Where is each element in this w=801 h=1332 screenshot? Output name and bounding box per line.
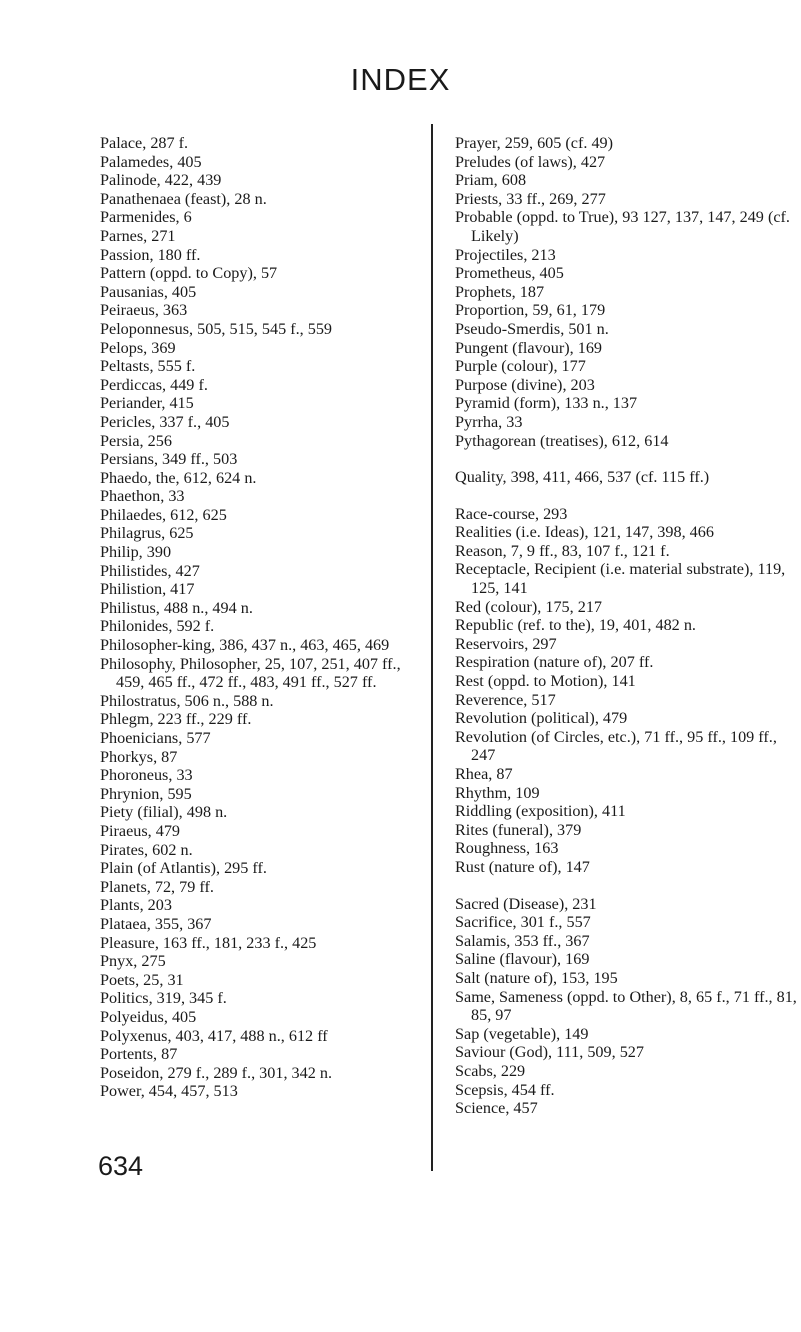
index-entry: Pleasure, 163 ff., 181, 233 f., 425	[100, 933, 317, 952]
index-entry: Parmenides, 6	[100, 208, 192, 227]
index-entry: Prayer, 259, 605 (cf. 49)	[455, 134, 614, 152]
index-entry: Plants, 203	[100, 896, 172, 915]
index-entry: Rest (oppd. to Motion), 141	[455, 672, 636, 691]
index-entry: Palamedes, 405	[100, 152, 202, 171]
index-entry: Phaethon, 33	[100, 487, 185, 506]
index-entry: Plataea, 355, 367	[100, 914, 212, 933]
index-entry: Phaedo, the, 612, 624 n.	[100, 468, 257, 487]
index-column-right	[455, 134, 800, 1118]
index-entry: Republic (ref. to the), 19, 401, 482 n.	[455, 616, 696, 635]
index-entry: Passion, 180 ff.	[100, 245, 201, 264]
index-entry: Rites (funeral), 379	[455, 820, 582, 839]
index-entry: Realities (i.e. Ideas), 121, 147, 398, 466	[455, 523, 714, 542]
index-entry: Salt (nature of), 153, 195	[455, 968, 618, 987]
index-entry: Pelops, 369	[100, 338, 176, 357]
index-entry: Philosopher-king, 386, 437 n., 463, 465, 469	[100, 636, 390, 655]
index-entry: Periander, 415	[100, 394, 194, 413]
index-entry: Red (colour), 175, 217	[455, 597, 603, 616]
index-entry: Pausanias, 405	[100, 282, 197, 301]
index-entry: Pirates, 602 n.	[100, 840, 193, 859]
index-entry: Peltasts, 555 f.	[100, 357, 196, 376]
index-entry: Phlegm, 223 ff., 229 ff.	[100, 710, 252, 729]
index-entry: Planets, 72, 79 ff.	[100, 877, 214, 896]
index-entry: Respiration (nature of), 207 ff.	[455, 653, 654, 672]
section-gap	[455, 487, 800, 505]
index-entry: Philonides, 592 f.	[100, 617, 215, 636]
index-entry: Scepsis, 454 ff.	[455, 1080, 555, 1099]
index-entry: Reason, 7, 9 ff., 83, 107 f., 121 f.	[455, 541, 670, 560]
index-entry: Palinode, 422, 439	[100, 171, 222, 190]
index-entry: Poseidon, 279 f., 289 f., 301, 342 n.	[100, 1063, 333, 1082]
index-entry: Philostratus, 506 n., 588 n.	[100, 691, 274, 710]
index-entry: Sacred (Disease), 231	[455, 894, 597, 913]
index-entry: Piety (filial), 498 n.	[100, 803, 228, 822]
index-entry: Philosophy, Philosopher, 25, 107, 251, 407 ff., 459, 465 ff., 472 ff., 483, 491 ff., 527 ff.	[100, 654, 401, 692]
index-entry: Probable (oppd. to True), 93 127, 137, 147, 249 (cf. Likely)	[455, 208, 790, 245]
index-entry: Receptacle, Recipient (i.e. material substrate), 119, 125, 141	[455, 560, 786, 598]
index-entry: Philip, 390	[100, 543, 172, 562]
index-entry: Panathenaea (feast), 28 n.	[100, 189, 267, 208]
index-entry: Race-course, 293	[455, 504, 568, 523]
index-entry: Poets, 25, 31	[100, 970, 184, 989]
index-entry: Pungent (flavour), 169	[455, 338, 603, 357]
index-entry: Pericles, 337 f., 405	[100, 412, 230, 431]
index-entry: Projectiles, 213	[455, 245, 556, 264]
index-entry: Pyrrha, 33	[455, 412, 523, 431]
index-entry: Peiraeus, 363	[100, 301, 188, 320]
index-entry: Prometheus, 405	[455, 264, 564, 283]
index-entry: Phrynion, 595	[100, 784, 192, 803]
page-number: 634	[98, 1151, 144, 1181]
index-entry: Purpose (divine), 203	[455, 375, 595, 394]
index-entry: Priests, 33 ff., 269, 277	[455, 189, 606, 208]
index-entry: Persians, 349 ff., 503	[100, 450, 238, 469]
index-entry: Priam, 608	[455, 171, 527, 190]
index-entry: Plain (of Atlantis), 295 ff.	[100, 859, 267, 878]
index-entry: Reverence, 517	[455, 690, 556, 709]
index-entry: Phoroneus, 33	[100, 766, 193, 785]
index-entry: Revolution (of Circles, etc.), 71 ff., 95 ff., 109 ff., 247	[455, 727, 777, 765]
index-entry: Philistion, 417	[100, 580, 195, 599]
index-entry: Portents, 87	[100, 1045, 178, 1064]
index-entry: Riddling (exposition), 411	[455, 802, 626, 821]
index-entry: Philaedes, 612, 625	[100, 505, 227, 524]
index-entry: Proportion, 59, 61, 179	[455, 301, 606, 320]
index-entry: Scabs, 229	[455, 1061, 526, 1080]
index-entry: Saviour (God), 111, 509, 527	[455, 1043, 644, 1062]
index-column-left	[100, 134, 420, 1101]
index-entry: Polyeidus, 405	[100, 1007, 197, 1026]
index-entry: Philagrus, 625	[100, 524, 194, 543]
page-title: INDEX	[350, 62, 451, 97]
column-divider	[431, 124, 433, 1171]
index-entry: Pattern (oppd. to Copy), 57	[100, 264, 278, 283]
index-entry: Reservoirs, 297	[455, 634, 557, 653]
index-entry: Rust (nature of), 147	[455, 857, 590, 876]
index-entry: Sacrifice, 301 f., 557	[455, 913, 591, 932]
index-entry: Salamis, 353 ff., 367	[455, 931, 590, 950]
index-entry: Polyxenus, 403, 417, 488 n., 612 ff	[100, 1026, 328, 1045]
index-entry: Sap (vegetable), 149	[455, 1024, 589, 1043]
index-entry: Pnyx, 275	[100, 952, 166, 971]
index-entry: Pythagorean (treatises), 612, 614	[455, 431, 669, 450]
index-entry: Piraeus, 479	[100, 821, 181, 840]
index-entry: Parnes, 271	[100, 226, 176, 245]
index-entry: Persia, 256	[100, 431, 172, 450]
index-entry: Phoenicians, 577	[100, 729, 211, 747]
index-entry: Politics, 319, 345 f.	[100, 989, 227, 1008]
index-entry: Palace, 287 f.	[100, 134, 189, 152]
index-entry: Phorkys, 87	[100, 747, 178, 766]
section-gap	[455, 450, 800, 468]
index-entry: Science, 457	[455, 1099, 538, 1118]
index-entry: Prophets, 187	[455, 282, 545, 301]
index-entry: Roughness, 163	[455, 839, 559, 858]
index-entry: Purple (colour), 177	[455, 357, 586, 376]
index-entry: Preludes (of laws), 427	[455, 152, 606, 171]
index-entry: Rhythm, 109	[455, 783, 540, 802]
index-entry: Pyramid (form), 133 n., 137	[455, 394, 638, 413]
index-entry: Pseudo-Smerdis, 501 n.	[455, 319, 609, 338]
index-entry: Perdiccas, 449 f.	[100, 375, 208, 394]
index-entry: Philistus, 488 n., 494 n.	[100, 598, 253, 617]
section-gap	[455, 877, 800, 895]
index-entry: Power, 454, 457, 513	[100, 1082, 238, 1101]
index-entry: Quality, 398, 411, 466, 537 (cf. 115 ff.)	[455, 468, 710, 487]
index-entry: Saline (flavour), 169	[455, 950, 590, 969]
index-entry: Philistides, 427	[100, 561, 200, 580]
index-entry: Revolution (political), 479	[455, 709, 628, 728]
index-entry: Same, Sameness (oppd. to Other), 8, 65 f., 71 ff., 81, 85, 97	[455, 987, 797, 1025]
index-entry: Peloponnesus, 505, 515, 545 f., 559	[100, 319, 333, 338]
index-entry: Rhea, 87	[455, 765, 513, 783]
